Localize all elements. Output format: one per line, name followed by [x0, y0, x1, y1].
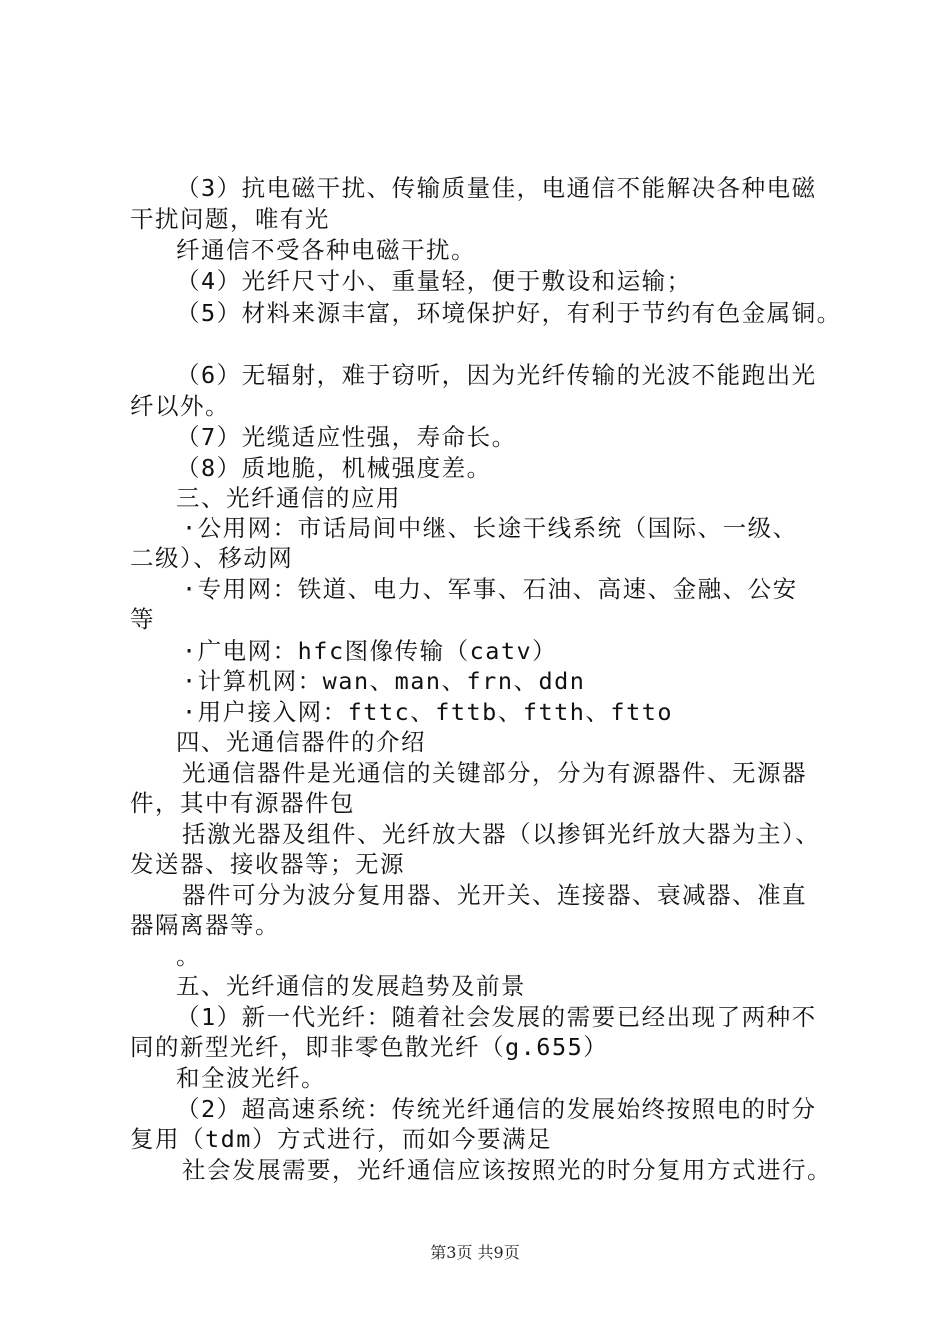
list-item: ·计算机网：wan、man、frn、ddn	[182, 667, 586, 695]
text-line: 器件可分为波分复用器、光开关、连接器、衰减器、准直	[182, 881, 807, 909]
text-line: （3）抗电磁干扰、传输质量佳，电通信不能解决各种电磁	[176, 174, 817, 202]
section-heading: 四、光通信器件的介绍	[176, 728, 426, 756]
text-line: 复用（tdm）方式进行，而如今要满足	[130, 1125, 552, 1153]
text-line: （1）新一代光纤：随着社会发展的需要已经出现了两种不	[176, 1003, 817, 1031]
text-line: 同的新型光纤，即非零色散光纤（g.655）	[130, 1033, 609, 1061]
list-item: ·用户接入网：fttc、fttb、ftth、ftto	[182, 698, 674, 726]
text-line: 纤以外。	[130, 392, 230, 420]
section-heading: 五、光纤通信的发展趋势及前景	[176, 972, 526, 1000]
text-line: 等	[130, 605, 155, 633]
list-item: ·专用网：铁道、电力、军事、石油、高速、金融、公安	[182, 575, 798, 603]
text-line: 件，其中有源器件包	[130, 789, 355, 817]
text-line: （8）质地脆，机械强度差。	[176, 454, 492, 482]
text-line: 和全波光纤。	[176, 1064, 326, 1092]
text-line: （2）超高速系统：传统光纤通信的发展始终按照电的时分	[176, 1095, 817, 1123]
text-line: 括激光器及组件、光纤放大器（以掺铒光纤放大器为主）、	[182, 820, 821, 848]
text-line: 社会发展需要，光纤通信应该按照光的时分复用方式进行。	[182, 1156, 832, 1184]
text-line: （5）材料来源丰富，环境保护好，有利于节约有色金属铜。	[176, 299, 842, 327]
text-line: 发送器、接收器等；无源	[130, 850, 405, 878]
text-line: （4）光纤尺寸小、重量轻，便于敷设和运输；	[176, 267, 692, 295]
text-line: 二级）、移动网	[130, 544, 294, 572]
text-line: 。	[176, 942, 201, 970]
text-line: （7）光缆适应性强，寿命长。	[176, 423, 517, 451]
text-line: 器隔离器等。	[130, 911, 280, 939]
list-item: ·广电网：hfc图像传输（catv）	[182, 637, 558, 665]
text-line: 干扰问题，唯有光	[130, 205, 330, 233]
text-line: （6）无辐射，难于窃听，因为光纤传输的光波不能跑出光	[176, 361, 817, 389]
text-line: 纤通信不受各种电磁干扰。	[176, 236, 476, 264]
page-number-footer: 第3页 共9页	[430, 1243, 520, 1262]
section-heading: 三、光纤通信的应用	[176, 484, 401, 512]
list-item: ·公用网：市话局间中继、长途干线系统（国际、一级、	[182, 514, 798, 542]
text-line: 光通信器件是光通信的关键部分，分为有源器件、无源器	[182, 759, 807, 787]
